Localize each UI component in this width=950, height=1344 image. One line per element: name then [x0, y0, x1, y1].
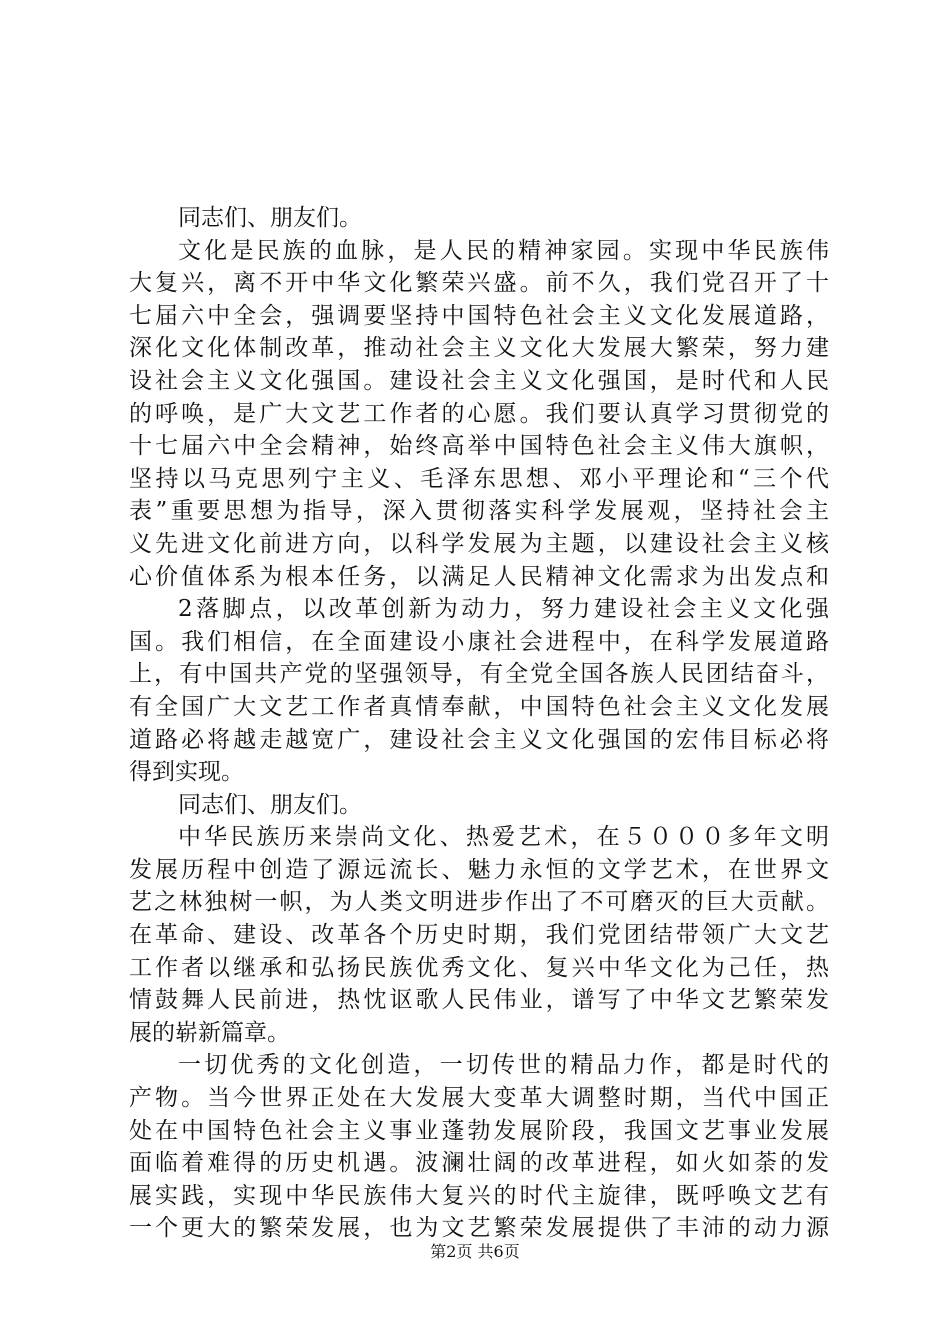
text-line: 同志们、朋友们。: [178, 205, 362, 231]
text-line: 情鼓舞人民前进，热忱讴歌人民伟业，谱写了中华文艺繁荣发: [129, 987, 829, 1014]
text-line: 一切优秀的文化创造，一切传世的精品力作，都是时代的: [178, 1052, 829, 1079]
text-line: 产物。当今世界正处在大发展大变革大调整时期，当代中国正: [129, 1085, 829, 1112]
text-line: 工作者以继承和弘扬民族优秀文化、复兴中华文化为己任，热: [129, 954, 829, 981]
text-line: 发展历程中创造了源远流长、魅力永恒的文学艺术，在世界文: [129, 856, 829, 883]
text-line: 同志们、朋友们。: [178, 791, 362, 818]
text-line: 2落脚点，以改革创新为动力，努力建设社会主义文化强: [178, 596, 829, 623]
text-line: 七届六中全会，强调要坚持中国特色社会主义文化发展道路，: [129, 302, 829, 329]
page-footer: 第2页 共6页: [430, 1242, 520, 1261]
text-line: 国。我们相信，在全面建设小康社会进程中，在科学发展道路: [129, 628, 829, 655]
text-line: 上，有中国共产党的坚强领导，有全党全国各族人民团结奋斗，: [129, 661, 829, 688]
text-line: 道路必将越走越宽广，建设社会主义文化强国的宏伟目标必将: [129, 726, 829, 753]
text-line: 在革命、建设、改革各个历史时期，我们党团结带领广大文艺: [129, 922, 829, 949]
text-line: 的呼唤，是广大文艺工作者的心愿。我们要认真学习贯彻党的: [129, 400, 829, 427]
text-line: 心价值体系为根本任务，以满足人民精神文化需求为出发点和: [129, 563, 829, 590]
text-line: 表”重要思想为指导，深入贯彻落实科学发展观，坚持社会主: [129, 498, 829, 525]
text-line: 有全国广大文艺工作者真情奉献，中国特色社会主义文化发展: [129, 693, 829, 720]
text-line: 十七届六中全会精神，始终高举中国特色社会主义伟大旗帜，: [129, 433, 829, 460]
document-body: [129, 202, 829, 1245]
text-line: 文化是民族的血脉，是人民的精神家园。实现中华民族伟: [178, 237, 829, 264]
text-line: 得到实现。: [129, 759, 244, 786]
text-line: 坚持以马克思列宁主义、毛泽东思想、邓小平理论和“三个代: [129, 465, 829, 492]
text-line: 展实践，实现中华民族伟大复兴的时代主旋律，既呼唤文艺有: [129, 1182, 829, 1209]
text-line: 大复兴，离不开中华文化繁荣兴盛。前不久，我们党召开了十: [129, 270, 829, 297]
text-line: 中华民族历来崇尚文化、热爱艺术，在５０００多年文明: [178, 824, 829, 851]
text-line: 处在中国特色社会主义事业蓬勃发展阶段，我国文艺事业发展: [129, 1117, 829, 1144]
text-line: 一个更大的繁荣发展，也为文艺繁荣发展提供了丰沛的动力源: [129, 1215, 829, 1242]
text-line: 面临着难得的历史机遇。波澜壮阔的改革进程，如火如荼的发: [129, 1150, 829, 1177]
text-line: 展的崭新篇章。: [129, 1019, 290, 1046]
text-line: 义先进文化前进方向，以科学发展为主题，以建设社会主义核: [129, 530, 829, 557]
text-line: 设社会主义文化强国。建设社会主义文化强国，是时代和人民: [129, 367, 829, 394]
text-line: 艺之林独树一帜，为人类文明进步作出了不可磨灭的巨大贡献。: [129, 889, 829, 916]
text-line: 深化文化体制改革，推动社会主义文化大发展大繁荣，努力建: [129, 335, 829, 362]
